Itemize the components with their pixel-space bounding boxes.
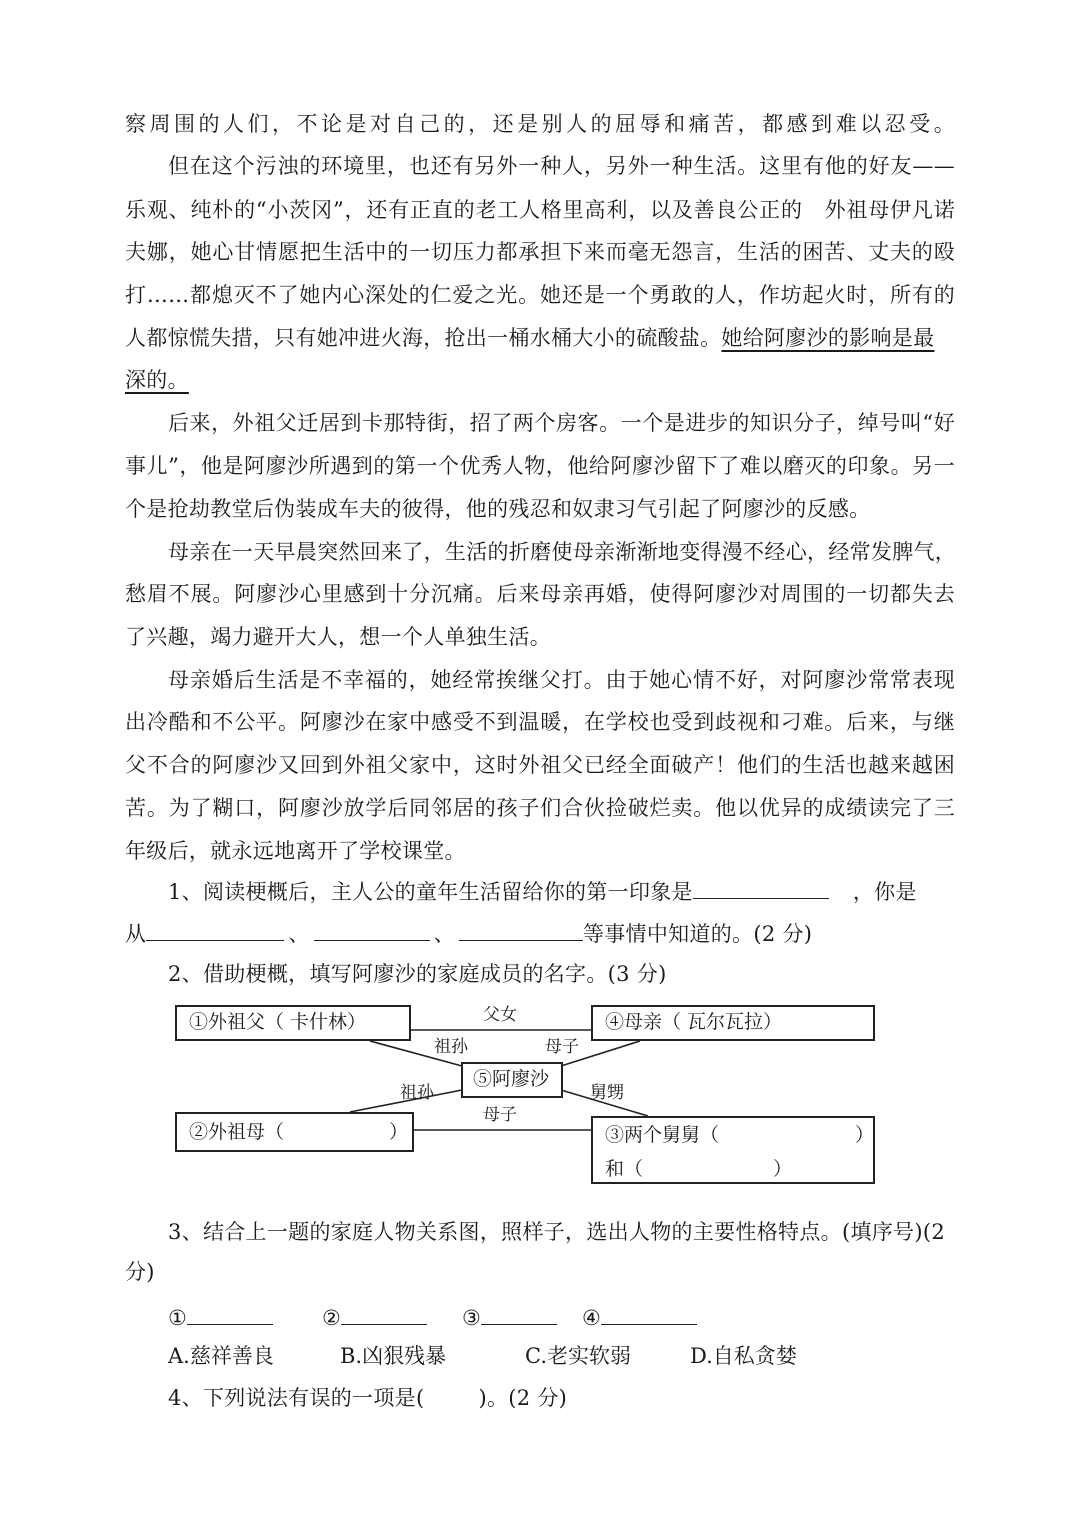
slot-blank[interactable] [187,1298,273,1325]
answer-blank-3[interactable] [314,914,430,941]
box-mother [591,1005,875,1041]
answer-slot-1[interactable] [168,1298,273,1336]
passage-line-7 [125,360,955,400]
passage-line-18: 年级后，就永远地离开了学校课堂。 [125,839,466,863]
passage-line-6 [125,318,955,358]
rel-mother-son-bottom: 母子 [483,1105,517,1125]
mother-label: ④母亲（ 瓦尔瓦拉） [605,1011,783,1033]
uncles-row-1 [605,1118,873,1152]
box-grandmother [175,1112,414,1152]
option-a: A.慈祥善良 [168,1344,274,1368]
rel-mother-son-top: 母子 [545,1037,579,1057]
passage-line-15: 出冷酷和不公平。阿廖沙在家中感受不到温暖，在学校也受到歧视和刁难。后来，与继 [125,710,955,734]
alyosha-label: ⑤阿廖沙 [473,1068,550,1090]
question-1-text-4: 等事情中知道的。(2 分) [582,922,813,946]
underlined-sentence-end: 深的。 [125,368,189,392]
rel-uncle-nephew: 舅甥 [590,1083,624,1103]
grandfather-label: ①外祖父（ 卡什林） [189,1011,367,1033]
uncles-label: ③两个舅舅（ [605,1124,720,1146]
uncles-row-2 [605,1152,873,1186]
separator: 、 [433,922,455,946]
passage-line-3: 乐观、纯朴的“小茨冈”，还有正直的老工人格里高利，以及善良公正的 外祖母伊凡诺 [125,198,955,222]
separator: 、 [288,922,310,946]
slot-label: ② [322,1306,341,1330]
answer-slot-4[interactable] [582,1298,697,1336]
option-b: B.凶狠残暴 [340,1344,447,1368]
grandmother-label: ②外祖母（ [189,1121,285,1143]
question-1-text-3: 从 [125,922,147,946]
rel-grand-top: 祖孙 [434,1037,468,1057]
passage-line-17: 苦。为了糊口，阿廖沙放学后同邻居的孩子们合伙捡破烂卖。他以优异的成绩读完了三 [125,796,955,820]
passage-line-13: 了兴趣，竭力避开大人，想一个人单独生活。 [125,625,551,649]
passage-line-1: 察周围的人们，不论是对自己的，还是别人的屈辱和痛苦，都感到难以忍受。 [125,112,955,136]
answer-blank-4[interactable] [459,914,583,941]
passage-line-9: 事儿”，他是阿廖沙所遇到的第一个优秀人物，他给阿廖沙留下了难以磨灭的印象。另一 [125,454,955,478]
underlined-sentence: 她给阿廖沙的影响是最 [721,326,935,350]
question-3-text-2: 分) [125,1260,155,1284]
slot-blank[interactable] [341,1298,427,1325]
question-2-text: 2、借助梗概，填写阿廖沙的家庭成员的名字。(3 分) [168,962,667,986]
slot-label: ④ [582,1306,601,1330]
question-4-line [168,1378,955,1418]
slot-blank[interactable] [481,1298,557,1325]
question-3-text: 3、结合上一题的家庭人物关系图，照样子，选出人物的主要性格特点。(填序号)(2 [168,1220,945,1244]
passage-line-8: 后来，外祖父迁居到卡那特街，招了两个房客。一个是进步的知识分子，绰号叫“好 [168,411,955,435]
question-1-line-2 [125,914,955,954]
question-4-text-2: )。(2 分) [478,1386,568,1410]
answer-slot-2[interactable] [322,1298,427,1336]
question-1-text-2: ，你是 [852,880,917,904]
box-uncles [591,1116,875,1184]
slot-label: ① [168,1306,187,1330]
passage-line-10: 个是抢劫教堂后伪装成车夫的彼得，他的残忍和奴隶习气引起了阿廖沙的反感。 [125,497,871,521]
uncles-close: ） [855,1124,875,1146]
slot-label: ③ [462,1306,481,1330]
box-grandfather [175,1005,411,1041]
answer-blank-2[interactable] [146,914,284,941]
rel-grand-bottom: 祖孙 [400,1083,434,1103]
box-alyosha [461,1062,563,1098]
uncles-and-close: ） [773,1158,793,1180]
question-1-line-1 [168,872,955,912]
rel-father-daughter: 父女 [483,1005,517,1025]
passage-line-11: 母亲在一天早晨突然回来了，生活的折磨使母亲渐渐地变得漫不经心，经常发脾气， [168,540,957,564]
passage-line-5: 打……都熄灭不了她内心深处的仁爱之光。她还是一个勇敢的人，作坊起火时，所有的 [125,283,955,307]
passage-line-12: 愁眉不展。阿廖沙心里感到十分沉痛。后来母亲再婚，使得阿廖沙对周围的一切都失去 [125,582,955,606]
uncles-and-label: 和（ [605,1158,644,1180]
slot-blank[interactable] [601,1298,697,1325]
passage-line-6-text: 人都惊慌失措，只有她冲进火海，抢出一桶水桶大小的硫酸盐。 [125,326,722,350]
answer-blank-1[interactable] [693,872,829,899]
question-4-text: 4、下列说法有误的一项是( [168,1386,425,1410]
question-1-text: 1、阅读梗概后，主人公的童年生活留给你的第一印象是 [168,880,693,904]
passage-line-2: 但在这个污浊的环境里，也还有另外一种人，另外一种生活。这里有他的好友—— [168,154,955,178]
answer-slot-3[interactable] [462,1298,557,1336]
passage-line-16: 父不合的阿廖沙又回到外祖父家中，这时外祖父已经全面破产！他们的生活也越来越困 [125,753,955,777]
option-c: C.老实软弱 [525,1344,631,1368]
passage-line-4: 夫娜，她心甘情愿把生活中的一切压力都承担下来而毫无怨言，生活的困苦、丈夫的殴 [125,240,955,264]
option-d: D.自私贪婪 [690,1344,797,1368]
passage-line-14: 母亲婚后生活是不幸福的，她经常挨继父打。由于她心情不好，对阿廖沙常常表现 [168,668,955,692]
grandmother-close: ） [389,1121,409,1143]
